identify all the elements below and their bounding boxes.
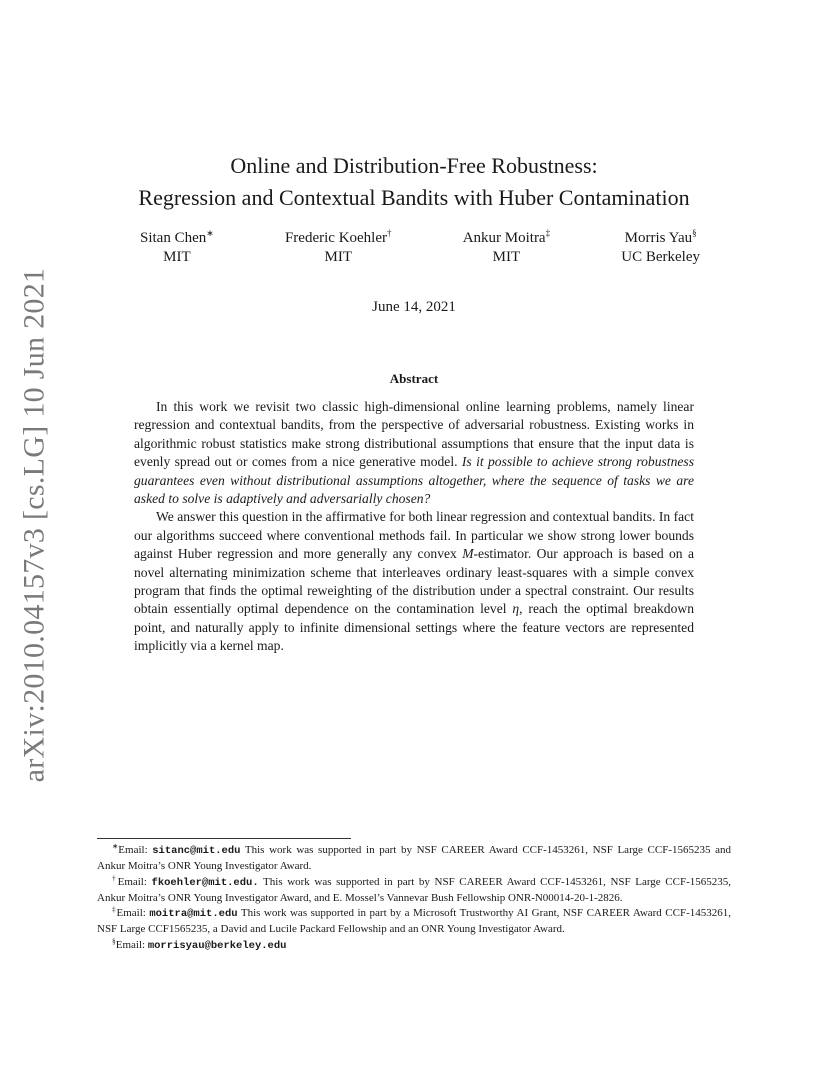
footnote-label: Email: bbox=[116, 907, 146, 920]
arxiv-side-stamp bbox=[2, 267, 66, 783]
email-link[interactable]: morrisyau@berkeley.edu bbox=[147, 939, 287, 952]
abstract-question: Is it possible to achieve strong robustness guarantees even without distributional assumptions altogether, where the sequence of tasks we are asked to solve is adaptively and adversarially chosen? bbox=[134, 454, 694, 507]
abstract-text: In this work we revisit two classic high-dimensional online learning problems, namely linear regression and contextual bandits, from the perspective of adversarial robustness. Existing works in algorithmic robust statistics make strong distributional assumptions that ensure that the input data is evenly spread out or comes from a nice generative model. bbox=[134, 399, 694, 470]
author-affiliation: MIT bbox=[163, 249, 191, 265]
paper-title bbox=[0, 150, 828, 214]
footnote-label: Email: bbox=[117, 875, 147, 888]
footnote-text: This work was supported in part by NSF CAREER Award CCF-1453261, NSF Large CCF-1565235, Ankur Moitra’s ONR Young Investigator Award, and E. Mossel’s Vannevar Bush Fellowship ONR-N00014-20-1-2826. bbox=[97, 875, 731, 904]
footnote-divider bbox=[97, 838, 351, 839]
author bbox=[463, 229, 550, 267]
email-link[interactable]: sitanc@mit.edu bbox=[152, 845, 241, 857]
author-name: Frederic Koehler bbox=[284, 230, 388, 246]
author bbox=[285, 229, 392, 267]
author bbox=[621, 229, 700, 267]
author-name: Morris Yau bbox=[624, 230, 693, 246]
footnote-mark: ‡ bbox=[545, 228, 551, 238]
abstract-paragraph bbox=[134, 398, 694, 508]
footnote-mark: ∗ bbox=[206, 228, 214, 238]
footnote-mark: † bbox=[387, 228, 392, 238]
footnote-text: This work was supported in part by NSF CAREER Award CCF-1453261, NSF Large CCF-1565235 and Ankur Moitra’s ONR Young Investigator Award. bbox=[97, 844, 731, 873]
footnote-mark: § bbox=[112, 936, 116, 946]
title-line-2: Regression and Contextual Bandits with Huber Contamination bbox=[138, 185, 690, 210]
abstract-paragraph bbox=[134, 508, 694, 655]
footnote-text: This work was supported in part by a Microsoft Trustworthy AI Grant, NSF CAREER Award CCF-1453261, NSF Large CCF1565235, a David and Lucile Packard Fellowship and an ONR Young Investigator Award. bbox=[97, 907, 731, 936]
footnote bbox=[97, 843, 731, 875]
footnote-mark: § bbox=[692, 228, 697, 238]
footnote-mark: ∗ bbox=[112, 841, 119, 851]
email-link[interactable]: fkoehler@mit.edu. bbox=[151, 876, 259, 889]
author-list bbox=[140, 229, 700, 267]
abstract-text: We answer this question in the affirmative for both linear regression and contextual bandits. In fact our algorithms succeed where conventional methods fail. In particular we show strong lower bounds against Huber regression and more generally any convex bbox=[134, 509, 694, 562]
author-name: Sitan Chen bbox=[140, 230, 207, 246]
abstract-text: , reach the optimal breakdown point, and naturally apply to infinite dimensional settings where the feature vectors are represented implicitly via a kernel map. bbox=[134, 601, 694, 654]
footnotes bbox=[97, 843, 731, 954]
author-affiliation: MIT bbox=[492, 249, 521, 265]
footnote bbox=[97, 906, 731, 938]
footnote-mark: ‡ bbox=[112, 904, 117, 914]
footnote-label: Email: bbox=[118, 844, 148, 856]
publication-date: June 14, 2021 bbox=[372, 299, 456, 315]
author bbox=[140, 229, 214, 267]
author-affiliation: UC Berkeley bbox=[621, 249, 700, 265]
author-affiliation: MIT bbox=[324, 249, 352, 265]
abstract-text: -estimator. Our approach is based on a novel alternating minimization scheme that interleaves ordinary least-squares with a simple convex program that finds the optimal reweighting of the distribution under a spectral constraint. Our results obtain essentially optimal dependence on the contamination level bbox=[134, 546, 694, 617]
footnote bbox=[97, 872, 731, 907]
arxiv-identifier: arXiv:2010.04157v3 [cs.LG] 10 Jun 2021 bbox=[17, 267, 50, 783]
title-line-1: Online and Distribution-Free Robustness: bbox=[230, 153, 598, 178]
author-name: Ankur Moitra bbox=[462, 230, 546, 246]
footnote bbox=[97, 938, 731, 954]
footnote-label: Email: bbox=[115, 938, 146, 951]
email-link[interactable]: moitra@mit.edu bbox=[149, 908, 238, 921]
abstract-body bbox=[134, 398, 694, 656]
math-symbol-m: M bbox=[462, 546, 474, 562]
abstract-heading: Abstract bbox=[389, 371, 439, 386]
footnote-mark: † bbox=[112, 872, 118, 882]
math-symbol-eta: η bbox=[512, 601, 520, 617]
